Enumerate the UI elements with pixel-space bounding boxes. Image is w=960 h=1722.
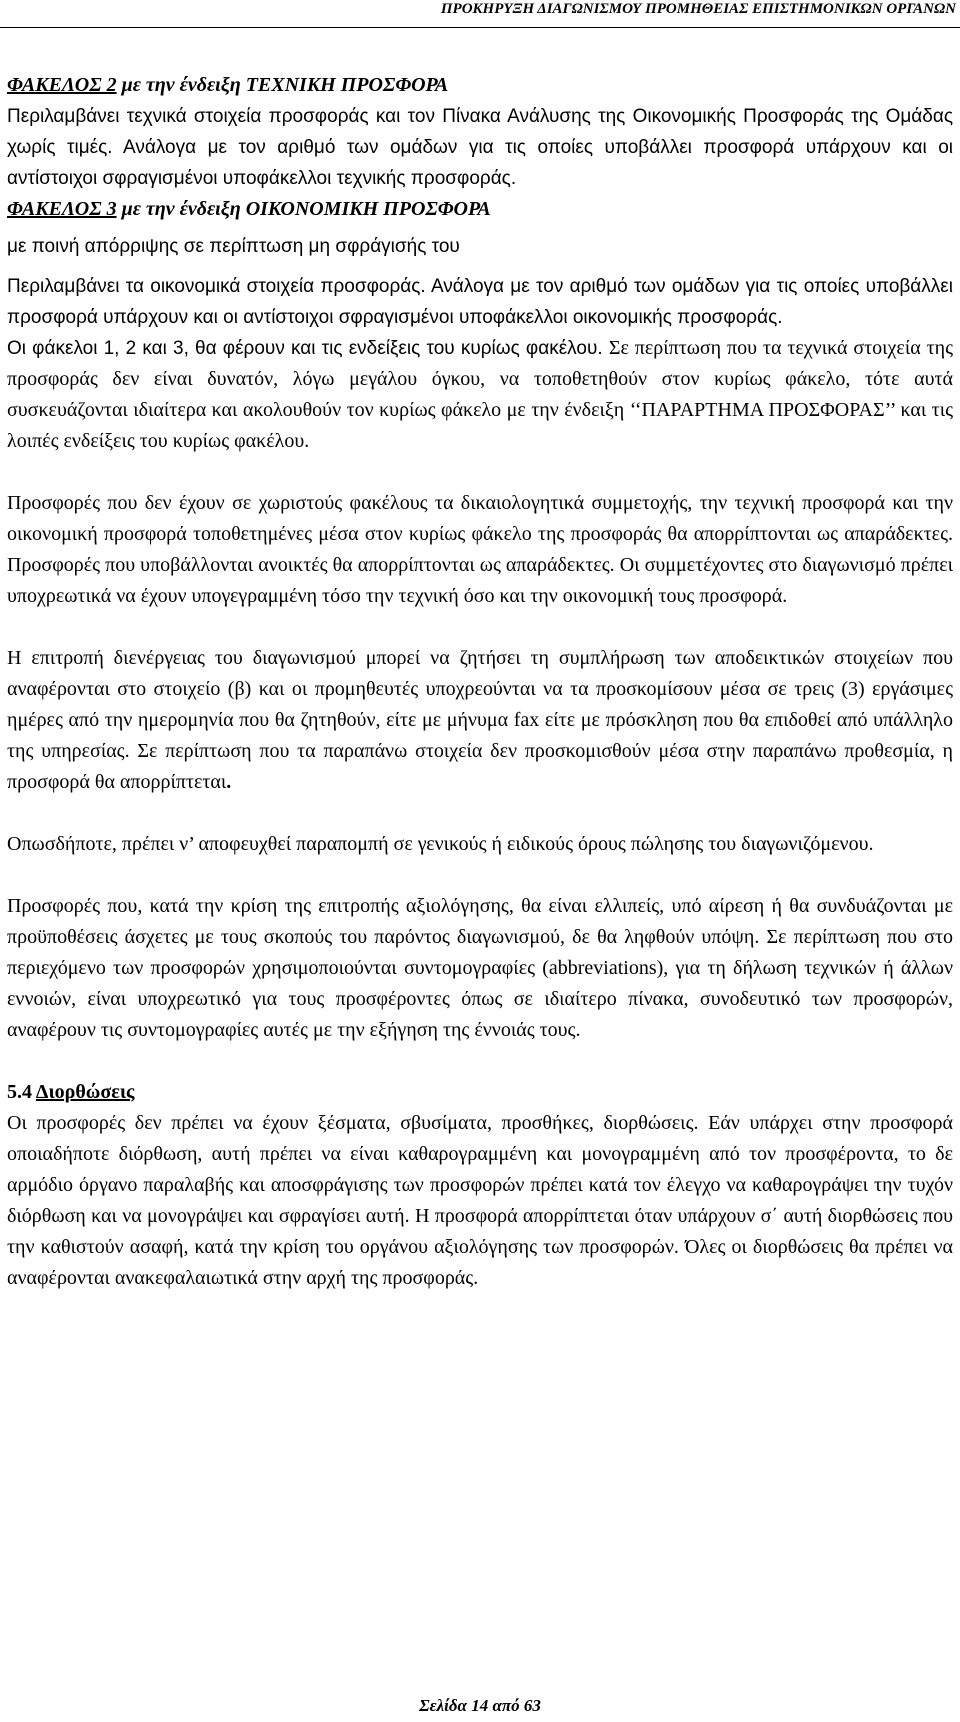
paragraph-incomplete: Προσφορές που, κατά την κρίση της επιτροπής αξιολόγησης, θα είναι ελλιπείς, υπό αίρεση ή θα συνδυάζονται με προϋποθέσεις άσχετες με τους σκοπούς του παρόντος διαγωνισμού, δε θα ληφθούν υπόψη. Σε περίπτωση που στο περιεχόμενο των προσφορών χρησιμοποιούνται συντομογραφίες (abbreviations), για τη δήλωση τεχνικών ή άλλων εννοιών, είναι υποχρεωτικό για τους προσφέροντες όπως σε ιδιαίτερο πίνακα, συνοδευτικό των προσφορών, αναφέρουν τις συντομογραφίες αυτές με την εξήγηση της έννοιάς τους.	[7, 895, 953, 1041]
folder-3-penalty: με ποινή απόρριψης σε περίπτωση μη σφράγισής του	[7, 236, 460, 257]
folder-3-text: Περιλαμβάνει τα οικονομικά στοιχεία προσφοράς. Ανάλογα με τον αριθμό των ομάδων για τις οποίες υποβάλλει προσφορά υπάρχουν και οι αντίστοιχοι σφραγισμένοι υποφάκελλοι οικονομικής προσφοράς.	[7, 276, 953, 328]
section-5-4-heading	[7, 1077, 953, 1108]
marking-paragraph	[7, 333, 953, 457]
page-footer: Σελίδα 14 από 63	[419, 1696, 541, 1715]
section-number: 5.4	[7, 1081, 32, 1103]
folder-2-text: Περιλαμβάνει τεχνικά στοιχεία προσφοράς και τον Πίνακα Ανάλυσης της Οικονομικής Προσφοράς της Ομάδας χωρίς τιμές. Ανάλογα με τον αριθμό των ομάδων για τις οποίες υποβάλλει προσφορά υπάρχουν και οι αντίστοιχοι σφραγισμένοι υποφάκελλοι τεχνικής προσφοράς.	[7, 106, 953, 189]
paragraph-terms: Οπωσδήποτε, πρέπει ν’ αποφευχθεί παραπομπή σε γενικούς ή ειδικούς όρους πώλησης του διαγωνιζόμενου.	[7, 833, 874, 855]
committee-text: Η επιτροπή διενέργειας του διαγωνισμού μπορεί να ζητήσει τη συμπλήρωση των αποδεικτικών στοιχείων που αναφέρονται στο στοιχείο (β) και οι προμηθευτές υποχρεούνται να τα προσκομίσουν μέσα σε τρεις (3) εργάσιμες ημέρες από την ημερομηνία που θα ζητηθούν, είτε με μήνυμα fax είτε με πρόσκληση που θα επιδοθεί από υπάλληλο της υπηρεσίας. Σε περίπτωση που τα παραπάνω στοιχεία δεν προσκομισθούν μέσα στην παραπάνω προθεσμία, η προσφορά θα απορρίπτεται	[7, 647, 953, 793]
committee-end: .	[226, 771, 232, 793]
section-title: Διορθώσεις	[35, 1081, 135, 1103]
running-header: ΠΡΟΚΗΡΥΞΗ ΔΙΑΓΩΝΙΣΜΟΥ ΠΡΟΜΗΘΕΙΑΣ ΕΠΙΣΤΗΜΟΝΙΚΩΝ ΟΡΓΑΝΩΝ	[440, 1, 956, 17]
marking-part-1: Οι φάκελοι 1, 2 και 3, θα φέρουν και τις ενδείξεις του κυρίως φακέλου.	[7, 338, 603, 359]
section-5-4-text: Οι προσφορές δεν πρέπει να έχουν ξέσματα, σβυσίματα, προσθήκες, διορθώσεις. Εάν υπάρχει στην προσφορά οποιαδήποτε διόρθωση, αυτή πρέπει να είναι καθαρογραμμένη και μονογραμμένη από τον προσφέροντα, το δε αρμόδιο όργανο παραλαβής και αποσφράγισης των προσφορών πρέπει κατά τον έλεγχο να καθαρογράψει την τυχόν διόρθωση και να μονογράψει και σφραγίσει αυτή. Η προσφορά απορρίπτεται όταν υπάρχουν σ΄ αυτή διορθώσεις που την καθιστούν ασαφή, κατά την κρίση του οργάνου αξιολόγησης των προσφορών. Όλες οι διορθώσεις θα πρέπει να αναφέρονται ανακεφαλαιωτικά στην αρχή της προσφοράς.	[7, 1112, 953, 1289]
folder-2-subtitle: με την ένδειξη ΤΕΧΝΙΚΗ ΠΡΟΣΦΟΡΑ	[121, 74, 449, 96]
folder-3-heading	[7, 194, 953, 225]
marking-part-2: Σε περίπτωση που τα τεχνικά στοιχεία της προσφοράς δεν είναι δυνατόν, λόγω μεγάλου όγκου, να τοποθετηθούν στον κυρίως φάκελο, τότε αυτά συσκευάζονται ιδιαίτερα και ακολουθούν τον κυρίως φάκελο με την ένδειξη ‘‘ΠΑΡΑΡΤΗΜΑ ΠΡΟΣΦΟΡΑΣ’’ και τις λοιπές ενδείξεις του κυρίως φακέλου.	[7, 337, 953, 452]
folder-3-label: ΦΑΚΕΛΟΣ 3	[7, 198, 117, 220]
folder-2-label: ΦΑΚΕΛΟΣ 2	[7, 74, 117, 96]
folder-3-subtitle: με την ένδειξη ΟΙΚΟΝΟΜΙΚΗ ΠΡΟΣΦΟΡΑ	[121, 198, 491, 220]
paragraph-rejection: Προσφορές που δεν έχουν σε χωριστούς φακέλους τα δικαιολογητικά συμμετοχής, την τεχνική προσφορά και την οικονομική προσφορά τοποθετημένες μέσα στον κυρίως φάκελο της προσφοράς θα απορρίπτονται ως απαράδεκτες. Προσφορές που υποβάλλονται ανοικτές θα απορρίπτονται ως απαράδεκτες. Οι συμμετέχοντες στο διαγωνισμό πρέπει υποχρεωτικά να έχουν υπογεγραμμένη τόσο την τεχνική όσο και την οικονομική τους προσφορά.	[7, 492, 953, 607]
header-rule	[0, 27, 960, 28]
paragraph-committee	[7, 643, 953, 798]
document-body	[7, 70, 953, 1294]
folder-2-heading	[7, 70, 953, 101]
